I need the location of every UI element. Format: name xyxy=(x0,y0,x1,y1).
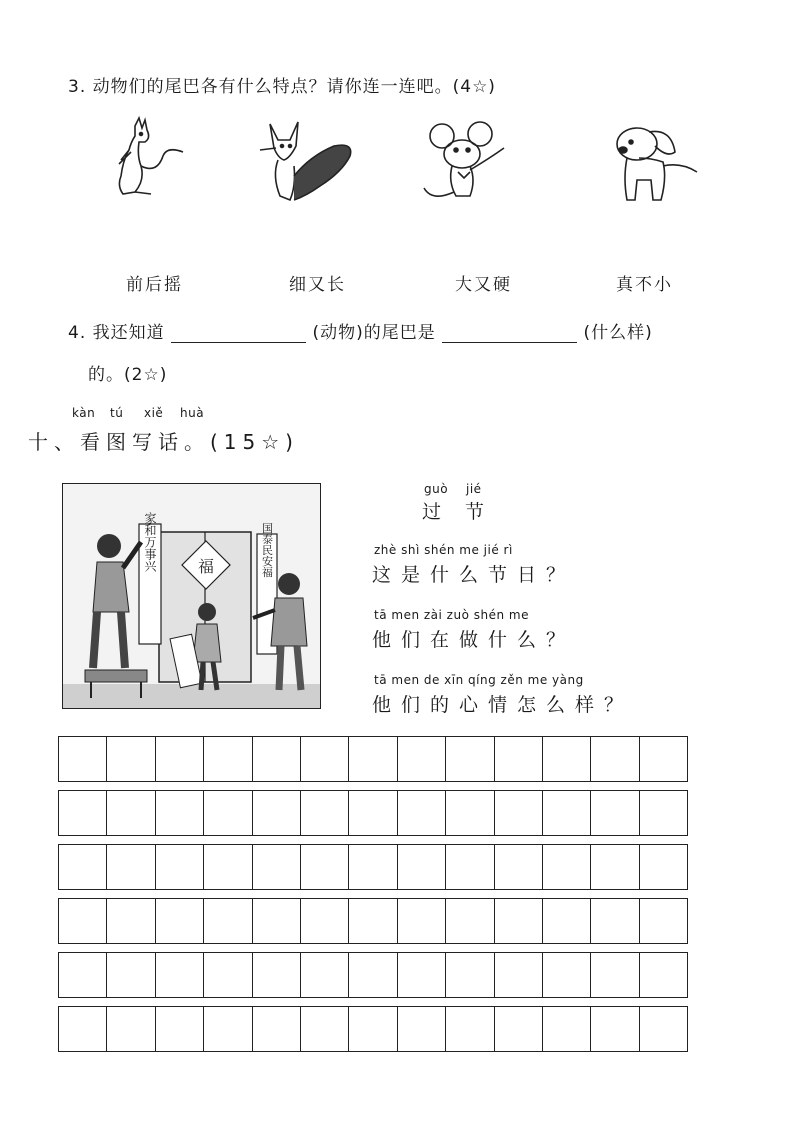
pinyin-guo: guò xyxy=(424,482,449,496)
grid-cell[interactable] xyxy=(301,737,349,781)
grid-cell[interactable] xyxy=(640,899,687,943)
grid-cell[interactable] xyxy=(253,1007,301,1051)
grid-cell[interactable] xyxy=(446,1007,494,1051)
puppy-illustration xyxy=(605,122,705,207)
grid-cell[interactable] xyxy=(591,737,639,781)
grid-cell[interactable] xyxy=(204,791,252,835)
prompt-1: 这是什么节日？ xyxy=(372,564,576,586)
question-3-text: 3. 动物们的尾巴各有什么特点？请你连一连吧。(4☆) xyxy=(68,77,496,97)
grid-cell[interactable] xyxy=(591,1007,639,1051)
grid-cell[interactable] xyxy=(253,845,301,889)
grid-cell[interactable] xyxy=(204,1007,252,1051)
grid-cell[interactable] xyxy=(640,737,687,781)
tail-blank[interactable] xyxy=(442,322,577,343)
pinyin-kan: kàn xyxy=(72,406,96,420)
grid-cell[interactable] xyxy=(349,953,397,997)
mouse-illustration xyxy=(420,118,520,210)
grid-cell[interactable] xyxy=(301,953,349,997)
grid-cell[interactable] xyxy=(301,845,349,889)
grid-cell[interactable] xyxy=(495,737,543,781)
pinyin-tu: tú xyxy=(110,406,124,420)
grid-cell[interactable] xyxy=(59,791,107,835)
grid-cell[interactable] xyxy=(640,791,687,835)
grid-cell[interactable] xyxy=(446,845,494,889)
grid-cell[interactable] xyxy=(398,845,446,889)
composition-title: 过节 xyxy=(422,501,509,523)
tail-word-1: 前后摇 xyxy=(126,275,183,295)
prompt-2: 他们在做什么？ xyxy=(372,629,576,651)
fox-illustration xyxy=(250,116,360,211)
grid-cell[interactable] xyxy=(446,791,494,835)
prompt-1-pinyin: zhè shì shén me jié rì xyxy=(374,543,513,557)
section-10-title: 十、看图写话。(15☆) xyxy=(28,430,299,454)
animal-blank[interactable] xyxy=(171,322,306,343)
grid-cell[interactable] xyxy=(253,953,301,997)
grid-cell[interactable] xyxy=(640,1007,687,1051)
prompt-2-pinyin: tā men zài zuò shén me xyxy=(374,608,529,622)
grid-cell[interactable] xyxy=(349,899,397,943)
grid-cell[interactable] xyxy=(107,845,155,889)
grid-cell[interactable] xyxy=(107,953,155,997)
grid-row xyxy=(58,844,688,890)
prompt-3: 他们的心情怎么样？ xyxy=(372,694,634,716)
grid-cell[interactable] xyxy=(640,845,687,889)
grid-cell[interactable] xyxy=(543,791,591,835)
grid-cell[interactable] xyxy=(253,737,301,781)
grid-cell[interactable] xyxy=(543,737,591,781)
grid-cell[interactable] xyxy=(398,737,446,781)
grid-cell[interactable] xyxy=(204,899,252,943)
grid-cell[interactable] xyxy=(156,953,204,997)
grid-cell[interactable] xyxy=(204,845,252,889)
grid-cell[interactable] xyxy=(495,899,543,943)
prompt-3-pinyin: tā men de xīn qíng zěn me yàng xyxy=(374,673,584,687)
grid-cell[interactable] xyxy=(398,791,446,835)
grid-cell[interactable] xyxy=(591,953,639,997)
q4-text-2: (动物)的尾巴是 xyxy=(312,323,436,343)
grid-cell[interactable] xyxy=(446,737,494,781)
grid-cell[interactable] xyxy=(349,1007,397,1051)
grid-row xyxy=(58,898,688,944)
grid-cell[interactable] xyxy=(591,899,639,943)
writing-grid xyxy=(58,736,688,1054)
fu-character: 福 xyxy=(197,557,215,576)
grid-cell[interactable] xyxy=(495,953,543,997)
grid-row xyxy=(58,1006,688,1052)
grid-cell[interactable] xyxy=(495,791,543,835)
grid-cell[interactable] xyxy=(156,791,204,835)
grid-cell[interactable] xyxy=(495,845,543,889)
festival-scene xyxy=(63,484,321,709)
tail-word-2: 细又长 xyxy=(289,275,346,295)
grid-cell[interactable] xyxy=(591,845,639,889)
grid-cell[interactable] xyxy=(204,737,252,781)
grid-cell[interactable] xyxy=(253,791,301,835)
grid-row xyxy=(58,952,688,998)
grid-cell[interactable] xyxy=(591,791,639,835)
grid-cell[interactable] xyxy=(253,899,301,943)
right-couplet: 国泰民安福 xyxy=(260,522,274,578)
grid-cell[interactable] xyxy=(640,953,687,997)
grid-cell[interactable] xyxy=(301,791,349,835)
grid-row xyxy=(58,790,688,836)
pinyin-jie: jié xyxy=(466,482,482,496)
grid-cell[interactable] xyxy=(543,953,591,997)
grid-cell[interactable] xyxy=(156,845,204,889)
tail-word-4: 真不小 xyxy=(616,275,673,295)
grid-cell[interactable] xyxy=(349,791,397,835)
grid-cell[interactable] xyxy=(301,899,349,943)
grid-cell[interactable] xyxy=(204,953,252,997)
kangaroo-illustration xyxy=(105,116,190,206)
grid-cell[interactable] xyxy=(301,1007,349,1051)
q4-text-1: 4. 我还知道 xyxy=(68,323,165,343)
grid-cell[interactable] xyxy=(156,899,204,943)
grid-cell[interactable] xyxy=(59,953,107,997)
question-4-line-1 xyxy=(68,318,653,343)
grid-cell[interactable] xyxy=(349,845,397,889)
festival-picture xyxy=(62,483,321,709)
q4-text-4: 的。(2☆) xyxy=(88,365,168,385)
grid-cell[interactable] xyxy=(59,899,107,943)
grid-cell[interactable] xyxy=(398,1007,446,1051)
grid-cell[interactable] xyxy=(156,1007,204,1051)
grid-cell[interactable] xyxy=(446,899,494,943)
grid-cell[interactable] xyxy=(59,845,107,889)
grid-cell[interactable] xyxy=(107,899,155,943)
pinyin-xie: xiě xyxy=(144,406,164,420)
grid-cell[interactable] xyxy=(107,1007,155,1051)
grid-row xyxy=(58,736,688,782)
grid-cell[interactable] xyxy=(495,1007,543,1051)
grid-cell[interactable] xyxy=(107,791,155,835)
q4-text-3: (什么样) xyxy=(583,323,653,343)
grid-cell[interactable] xyxy=(543,899,591,943)
grid-cell[interactable] xyxy=(398,899,446,943)
pinyin-hua: huà xyxy=(180,406,205,420)
grid-cell[interactable] xyxy=(446,953,494,997)
grid-cell[interactable] xyxy=(543,1007,591,1051)
grid-cell[interactable] xyxy=(59,737,107,781)
grid-cell[interactable] xyxy=(398,953,446,997)
left-couplet: 家和万事兴 xyxy=(143,512,157,572)
grid-cell[interactable] xyxy=(543,845,591,889)
grid-cell[interactable] xyxy=(59,1007,107,1051)
tail-word-3: 大又硬 xyxy=(455,275,512,295)
grid-cell[interactable] xyxy=(107,737,155,781)
grid-cell[interactable] xyxy=(156,737,204,781)
grid-cell[interactable] xyxy=(349,737,397,781)
